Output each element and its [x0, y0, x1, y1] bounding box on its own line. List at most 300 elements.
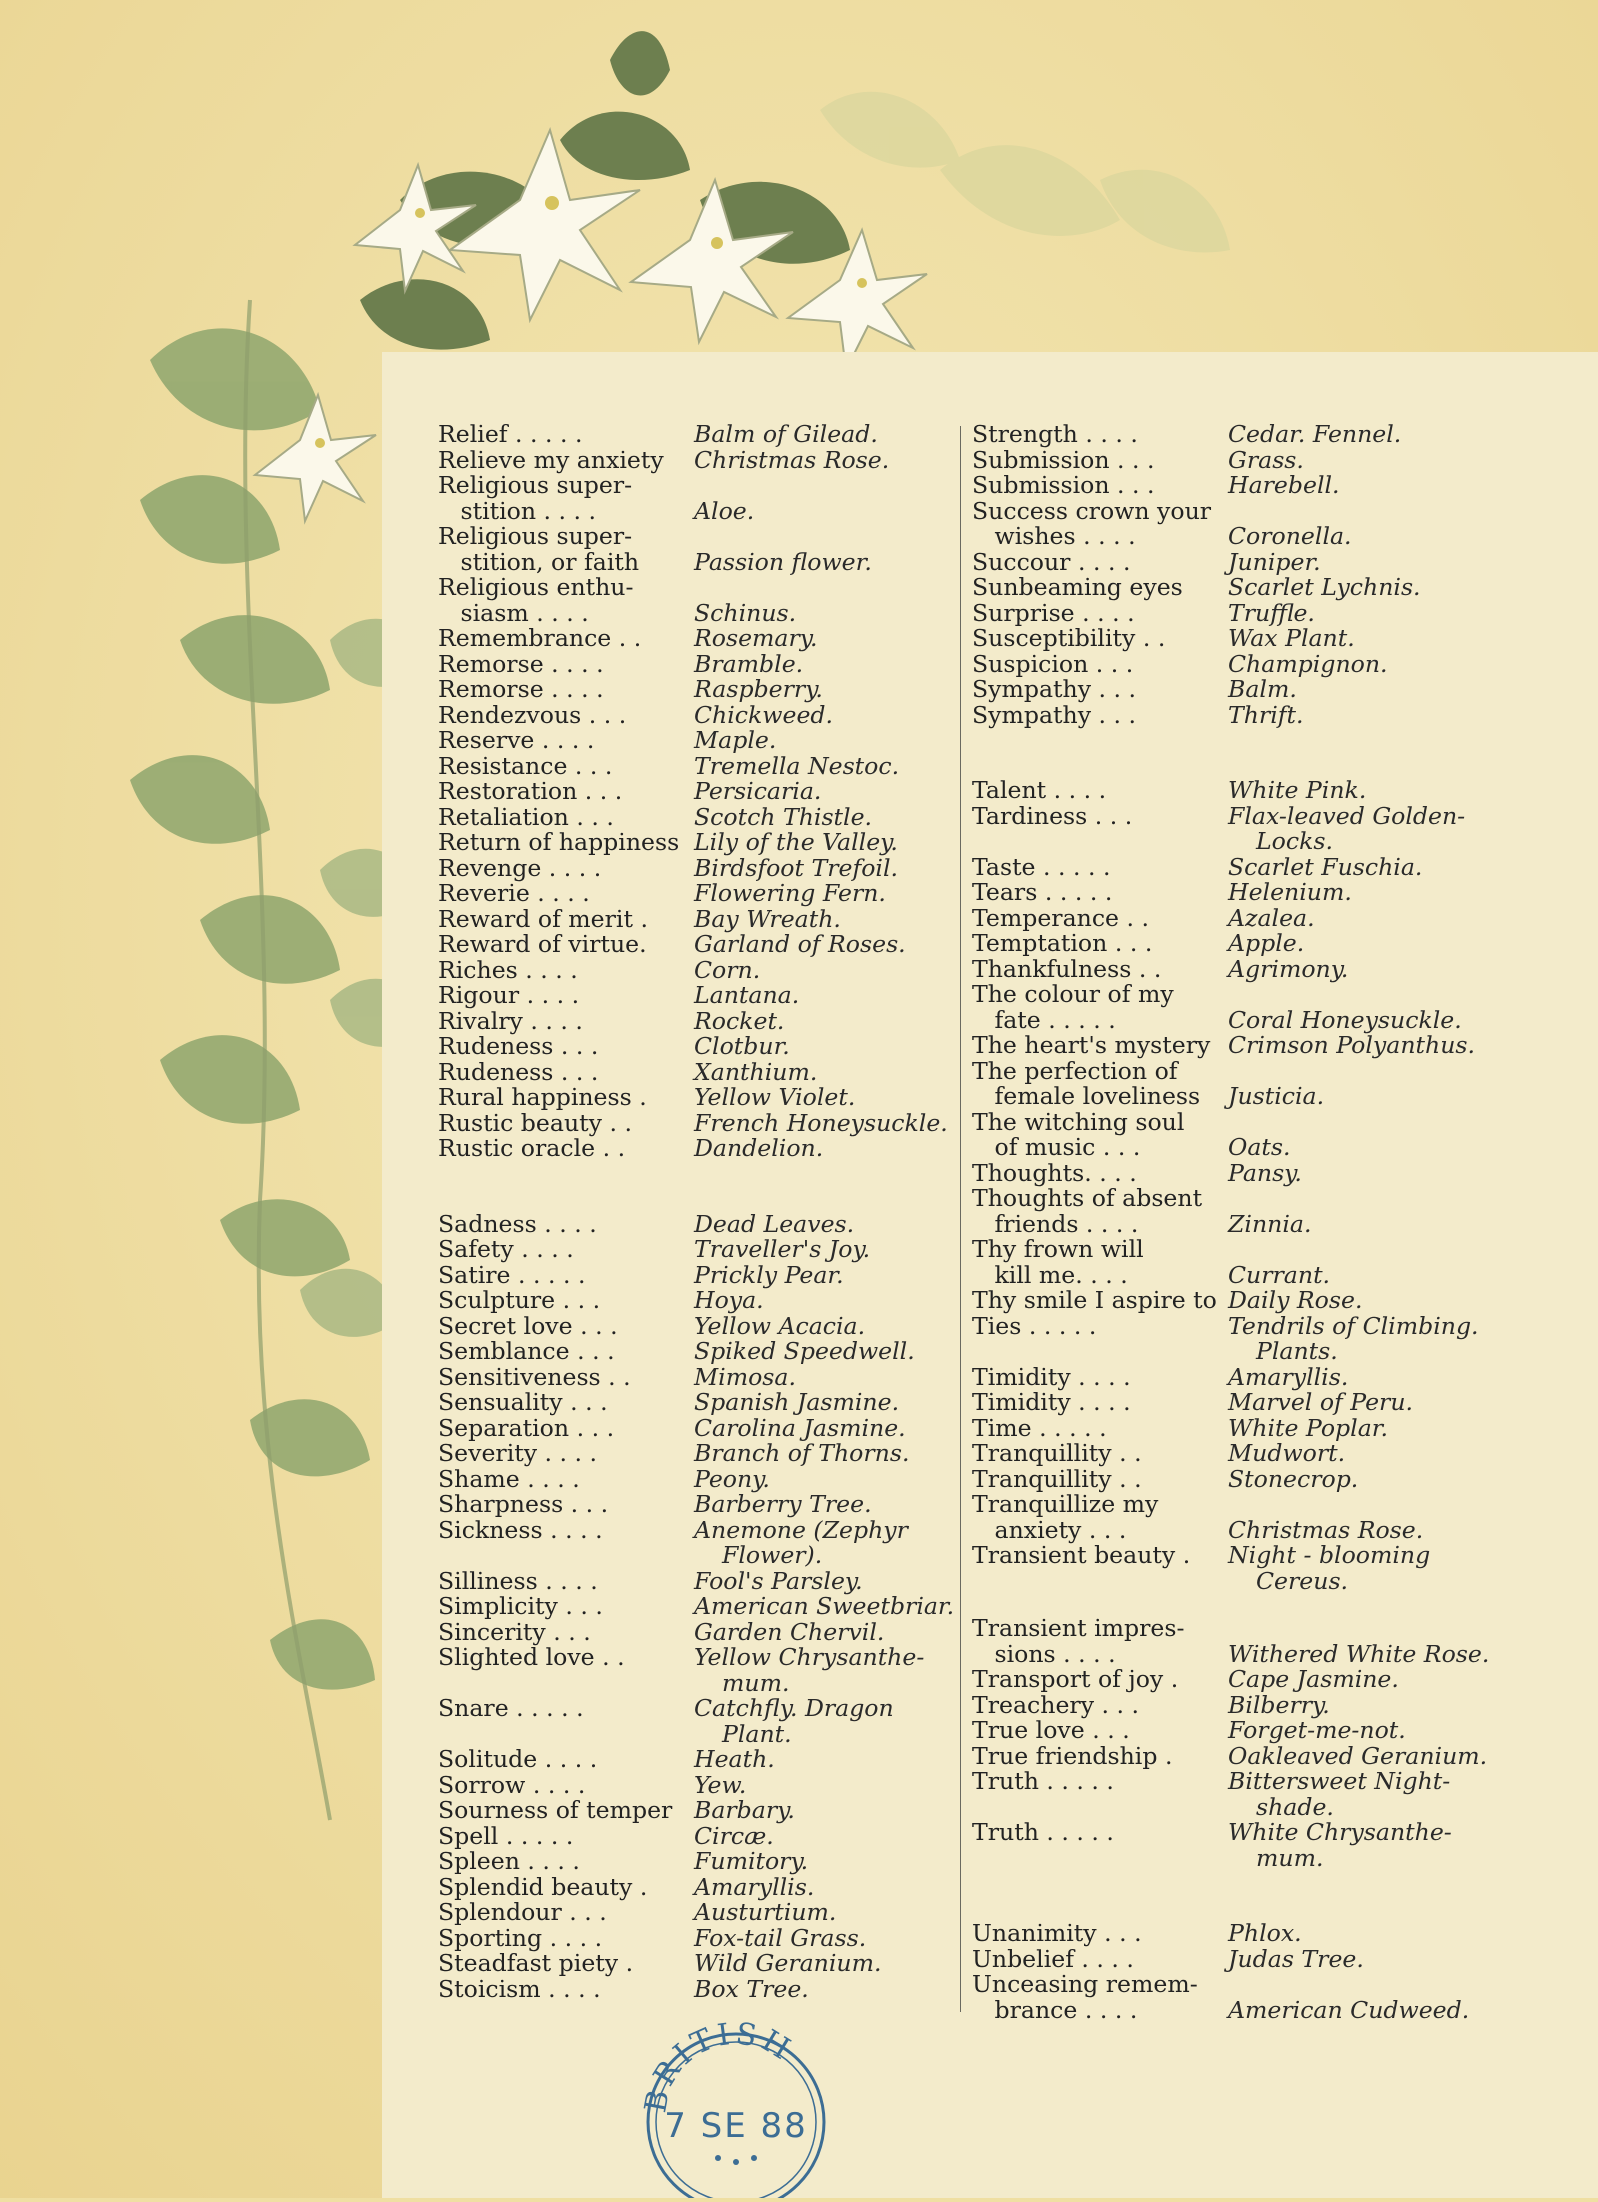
flower-meaning [1228, 852, 1492, 881]
list-item [438, 1413, 958, 1442]
flower-name: Stonecrop. [1228, 1464, 1359, 1493]
flower-name-continued: Locks. [1256, 827, 1333, 855]
sentiment-term: Separation . . . [438, 1413, 615, 1442]
sentiment-term: Timidity . . . . [972, 1362, 1131, 1391]
sentiment-term: Resistance . . . [438, 751, 613, 780]
flower-meaning [694, 1136, 958, 1162]
list-item [438, 1464, 958, 1493]
list-item [438, 1492, 958, 1518]
flower-meaning [694, 779, 958, 805]
flower-meaning [694, 1849, 958, 1875]
flower-meaning [1228, 1543, 1492, 1594]
sentiment-term: Rustic beauty . . [438, 1108, 632, 1137]
flower-name: Bittersweet Night- [1228, 1767, 1451, 1795]
sentiment-term: Tranquillize my anxiety . . . [972, 1490, 1159, 1544]
flower-name: Truffle. [1228, 598, 1315, 627]
sentiment-term: True love . . . [972, 1716, 1130, 1744]
flower-name: Dead Leaves. [694, 1209, 855, 1238]
flower-meaning [694, 728, 958, 754]
flower-meaning [1228, 1135, 1492, 1161]
column-divider [960, 426, 961, 2012]
flower-name: Chickweed. [694, 700, 834, 729]
flower-name: White Chrysanthe- [1228, 1818, 1452, 1846]
flower-name: Yellow Chrysanthe- [694, 1643, 925, 1671]
sentiment-term: Sorrow . . . . [438, 1770, 586, 1799]
flower-name: Wild Geranium. [694, 1949, 882, 1977]
sentiment-term: Sadness . . . . [438, 1209, 597, 1238]
list-item [972, 1718, 1492, 1744]
flower-name: Spiked Speedwell. [694, 1337, 915, 1365]
flower-meaning [1228, 1741, 1492, 1770]
sentiment-term: Thankfulness . . [972, 954, 1162, 983]
flower-meaning [1228, 677, 1492, 703]
list-item [972, 1311, 1492, 1365]
flower-name: American Sweetbriar. [694, 1592, 955, 1620]
list-item [438, 1594, 958, 1620]
flower-name-continued: Plants. [1256, 1337, 1338, 1365]
flower-name: Oats. [1228, 1133, 1291, 1161]
flower-meaning [1228, 1464, 1492, 1493]
flower-meaning [694, 881, 958, 907]
flower-name: Dandelion. [694, 1134, 824, 1162]
sentiment-term: Safety . . . . [438, 1235, 574, 1263]
list-item [438, 1085, 958, 1111]
flower-meaning [694, 422, 958, 448]
list-item [438, 1057, 958, 1086]
list-item [972, 778, 1492, 804]
flower-name: Garden Chervil. [694, 1617, 885, 1646]
list-item [438, 1798, 958, 1824]
flower-meaning [694, 1362, 958, 1391]
flower-name: Corn. [694, 955, 761, 984]
flower-name: Apple. [1228, 929, 1305, 957]
flower-name: Clotbur. [694, 1032, 790, 1060]
flower-name: Yellow Violet. [694, 1083, 856, 1111]
flower-name-continued: Cereus. [1256, 1566, 1349, 1595]
flower-meaning [1228, 1639, 1492, 1668]
list-item [972, 1107, 1492, 1161]
sentiment-term: Rural happiness . [438, 1083, 647, 1111]
flower-name: Daily Rose. [1228, 1286, 1363, 1314]
sentiment-term: Snare . . . . . [438, 1694, 584, 1722]
flower-meaning [694, 1464, 958, 1493]
sentiment-term: Transport of joy . [972, 1665, 1179, 1693]
flower-name: Tendrils of Climbing. [1228, 1311, 1479, 1340]
flower-meaning [1228, 1260, 1492, 1289]
sentiment-term: Sculpture . . . [438, 1286, 601, 1314]
flower-meaning [1228, 1690, 1492, 1719]
list-item [972, 1741, 1492, 1770]
sentiment-term: True friendship . [972, 1741, 1173, 1770]
section-gap [972, 1871, 1492, 1921]
sentiment-term: Stoicism . . . . [438, 1974, 601, 2003]
flower-name: Catchfly. Dragon [694, 1694, 894, 1722]
list-item [438, 524, 958, 575]
flower-name: White Pink. [1228, 776, 1367, 804]
flower-name: Scotch Thistle. [694, 802, 873, 831]
sentiment-term: The colour of my fate . . . . . [972, 980, 1174, 1034]
flower-meaning [694, 1311, 958, 1340]
list-item [438, 1006, 958, 1035]
flower-name: Withered White Rose. [1228, 1639, 1490, 1668]
flower-meaning [694, 1617, 958, 1646]
list-item [438, 1209, 958, 1238]
sentiment-term: Sourness of temper [438, 1796, 673, 1824]
list-item [972, 1690, 1492, 1719]
flower-name: Maple. [694, 726, 777, 754]
sentiment-term: Religious super- stition, or faith [438, 522, 640, 576]
sentiment-term: Slighted love . . [438, 1643, 625, 1671]
flower-name: Bramble. [694, 649, 804, 678]
sentiment-term: Treachery . . . [972, 1690, 1140, 1719]
flower-meaning [1228, 1362, 1492, 1391]
flower-name: Coronella. [1228, 522, 1352, 550]
list-item [438, 1339, 958, 1365]
list-item [972, 575, 1492, 601]
list-item [972, 700, 1492, 729]
flower-meaning [1228, 473, 1492, 499]
list-item [438, 1288, 958, 1314]
sentiment-term: Temperance . . [972, 903, 1150, 932]
flower-meaning [1228, 547, 1492, 576]
flower-name: Austurtium. [694, 1898, 837, 1926]
list-item [972, 982, 1492, 1033]
list-item [972, 496, 1492, 550]
list-item [972, 1158, 1492, 1187]
flower-name: Crimson Polyanthus. [1228, 1031, 1475, 1059]
flower-meaning [694, 1747, 958, 1773]
flower-name: Wax Plant. [1228, 624, 1355, 652]
sentiment-term: Rudeness . . . [438, 1057, 599, 1086]
flower-name: Persicaria. [694, 777, 822, 805]
list-item [438, 1900, 958, 1926]
sentiment-term: Satire . . . . . [438, 1260, 586, 1289]
flower-meaning [694, 700, 958, 729]
flower-name: Christmas Rose. [694, 445, 890, 474]
sentiment-term: Sympathy . . . [972, 675, 1137, 703]
flower-name-continued: Flower). [722, 1541, 823, 1569]
list-item [972, 1441, 1492, 1467]
flower-meaning [694, 1209, 958, 1238]
flower-name: Peony. [694, 1464, 770, 1493]
sentiment-term: Temptation . . . [972, 929, 1153, 957]
list-item [438, 1136, 958, 1162]
flower-name-continued: Plant. [722, 1719, 792, 1748]
sentiment-term: Simplicity . . . [438, 1592, 603, 1620]
flower-meaning [1228, 1820, 1492, 1871]
flower-name: Balm. [1228, 675, 1297, 703]
sentiment-term: Suspicion . . . [972, 649, 1134, 678]
list-item [438, 983, 958, 1009]
list-item [972, 1362, 1492, 1391]
sentiment-term: Sympathy . . . [972, 700, 1137, 729]
sentiment-term: Thy frown will kill me. . . . [972, 1235, 1144, 1289]
list-item [972, 1413, 1492, 1442]
list-item [972, 473, 1492, 499]
sentiment-term: Relieve my anxiety [438, 445, 664, 474]
list-item [438, 1974, 958, 2003]
flower-meaning [1228, 1390, 1492, 1416]
sentiment-term: Silliness . . . . [438, 1566, 598, 1595]
flower-name: Spanish Jasmine. [694, 1388, 900, 1416]
flower-meaning [694, 547, 958, 576]
list-item [438, 955, 958, 984]
flower-meaning [694, 1770, 958, 1799]
flower-meaning [694, 1923, 958, 1952]
flower-name: Agrimony. [1228, 954, 1349, 983]
flower-name: Rocket. [694, 1006, 785, 1035]
list-item [438, 904, 958, 933]
list-item [972, 649, 1492, 678]
sentiment-term: Secret love . . . [438, 1311, 618, 1340]
flower-meaning [1228, 422, 1492, 448]
flower-meaning [1228, 1515, 1492, 1544]
sentiment-term: Susceptibility . . [972, 624, 1166, 652]
sentiment-term: Submission . . . [972, 471, 1155, 499]
list-item [438, 1747, 958, 1773]
flower-meaning [694, 1108, 958, 1137]
flower-name: Bilberry. [1228, 1690, 1330, 1719]
flower-name: Justicia. [1228, 1082, 1325, 1110]
flower-name-continued: mum. [722, 1668, 790, 1697]
sentiment-term: Tears . . . . . [972, 878, 1113, 906]
list-item [438, 853, 958, 882]
stamp-date: 7 SE 88 [664, 2106, 808, 2146]
sentiment-term: Unanimity . . . [972, 1919, 1142, 1947]
flower-meaning [1228, 649, 1492, 678]
list-item [438, 1951, 958, 1977]
flower-meaning [694, 1057, 958, 1086]
sentiment-term: Succour . . . . [972, 547, 1131, 576]
flower-name: Garland of Roses. [694, 930, 906, 958]
list-item [972, 1543, 1492, 1594]
sentiment-term: Taste . . . . . [972, 852, 1111, 881]
flower-name: Helenium. [1228, 878, 1352, 906]
sentiment-term: Rivalry . . . . [438, 1006, 583, 1035]
list-item [438, 1770, 958, 1799]
list-item [972, 903, 1492, 932]
flower-meaning [1228, 1769, 1492, 1820]
flower-name: Scarlet Lychnis. [1228, 573, 1421, 601]
sentiment-term: Rudeness . . . [438, 1032, 599, 1060]
flower-meaning [1228, 524, 1492, 550]
flower-name: Thrift. [1228, 700, 1304, 729]
sentiment-term: Reserve . . . . [438, 726, 595, 754]
list-item [972, 1186, 1492, 1237]
list-item [972, 598, 1492, 627]
flower-meaning [1228, 700, 1492, 729]
flower-meaning [694, 677, 958, 703]
sentiment-term: Thy smile I aspire to [972, 1286, 1217, 1314]
flower-meaning [1228, 1033, 1492, 1059]
sentiment-term: Splendid beauty . [438, 1872, 648, 1901]
flower-meaning [1228, 445, 1492, 474]
flower-name: Marvel of Peru. [1228, 1388, 1414, 1416]
flower-name: Schinus. [694, 598, 797, 627]
flower-meaning [694, 1821, 958, 1850]
sentiment-term: The heart's mystery [972, 1031, 1211, 1059]
list-item [972, 1390, 1492, 1416]
list-item [438, 1237, 958, 1263]
flower-name: Fox-tail Grass. [694, 1923, 867, 1952]
flower-name: Pansy. [1228, 1158, 1302, 1187]
flower-name: Prickly Pear. [694, 1260, 844, 1289]
sentiment-term: The witching soul of music . . . [972, 1107, 1185, 1161]
sentiment-term: Tardiness . . . [972, 801, 1133, 830]
flower-name: American Cudweed. [1228, 1995, 1470, 2024]
sentiment-term: Tranquillity . . [972, 1439, 1142, 1467]
flower-meaning [1228, 1158, 1492, 1187]
flower-meaning [694, 1974, 958, 2003]
list-item [438, 1108, 958, 1137]
sentiment-term: Revenge . . . . [438, 853, 602, 882]
flower-meaning [1228, 1921, 1492, 1947]
flower-meaning [1228, 626, 1492, 652]
sentiment-term: Rustic oracle . . [438, 1134, 626, 1162]
list-item [972, 1944, 1492, 1973]
flower-name: Heath. [694, 1745, 775, 1773]
flower-meaning [1228, 1288, 1492, 1314]
flower-meaning [1228, 903, 1492, 932]
flower-name: Flax-leaved Golden- [1228, 801, 1466, 830]
flower-meaning [1228, 1311, 1492, 1365]
flower-name: Raspberry. [694, 675, 823, 703]
list-item [438, 575, 958, 626]
sentiment-term: Submission . . . [972, 445, 1155, 474]
flower-name: Yew. [694, 1770, 747, 1799]
flower-name: Xanthium. [694, 1057, 818, 1086]
sentiment-term: Steadfast piety . [438, 1949, 634, 1977]
list-item [972, 1921, 1492, 1947]
sentiment-term: Sensitiveness . . [438, 1362, 631, 1391]
flower-meaning [1228, 575, 1492, 601]
flower-meaning [1228, 1718, 1492, 1744]
list-item [972, 677, 1492, 703]
list-item [438, 677, 958, 703]
sentiment-term: Talent . . . . [972, 776, 1107, 804]
list-item [972, 1492, 1492, 1543]
flower-name: Bay Wreath. [694, 904, 841, 933]
flower-name: Cedar. Fennel. [1228, 420, 1402, 448]
flower-meaning [1228, 1084, 1492, 1110]
flower-name: Fool's Parsley. [694, 1566, 863, 1595]
flower-name: Passion flower. [694, 547, 872, 576]
list-item [438, 802, 958, 831]
flower-meaning [694, 1566, 958, 1595]
flower-meaning [694, 853, 958, 882]
sentiment-term: Retaliation . . . [438, 802, 614, 831]
flower-name: Juniper. [1228, 547, 1321, 576]
list-item [438, 728, 958, 754]
section-gap [972, 728, 1492, 778]
list-item [972, 1667, 1492, 1693]
flower-name: French Honeysuckle. [694, 1108, 948, 1137]
flower-meaning [1228, 1005, 1492, 1034]
flower-name: Amaryllis. [694, 1872, 815, 1901]
sentiment-term: Severity . . . . [438, 1439, 598, 1467]
list-item [972, 852, 1492, 881]
flower-meaning [694, 1085, 958, 1111]
flower-meaning [1228, 880, 1492, 906]
flower-meaning [1228, 954, 1492, 983]
flower-name: Scarlet Fuschia. [1228, 852, 1423, 881]
sentiment-term: Thoughts of absent friends . . . . [972, 1184, 1203, 1238]
sentiment-term: Remorse . . . . [438, 675, 604, 703]
flower-name: Tremella Nestoc. [694, 751, 900, 780]
list-item [438, 1390, 958, 1416]
flower-name: Traveller's Joy. [694, 1235, 871, 1263]
sentiment-term: Religious super- stition . . . . [438, 471, 633, 525]
flower-name: Mudwort. [1228, 1439, 1346, 1467]
flower-meaning [1228, 1209, 1492, 1238]
sentiment-term: Splendour . . . [438, 1898, 607, 1926]
list-item [438, 1645, 958, 1696]
flower-meaning [694, 1034, 958, 1060]
flower-meaning [1228, 931, 1492, 957]
list-item [438, 649, 958, 678]
list-item [972, 445, 1492, 474]
sentiment-term: Time . . . . . [972, 1413, 1107, 1442]
list-item [438, 1515, 958, 1569]
flower-name: Box Tree. [694, 1974, 809, 2003]
sentiment-term: Transient beauty . [972, 1541, 1191, 1569]
list-item [972, 880, 1492, 906]
list-item [438, 1034, 958, 1060]
section-gap [972, 1594, 1492, 1616]
flower-name: White Poplar. [1228, 1413, 1388, 1442]
list-item [438, 1923, 958, 1952]
list-item [438, 1872, 958, 1901]
flower-name: Flowering Fern. [694, 879, 886, 907]
flower-meaning [694, 598, 958, 627]
flower-name: Lily of the Valley. [694, 828, 898, 856]
list-item [438, 422, 958, 448]
list-item [972, 1056, 1492, 1110]
list-item [438, 830, 958, 856]
left-column [438, 422, 958, 2002]
list-item [972, 1464, 1492, 1493]
flower-meaning [694, 932, 958, 958]
flower-name: Currant. [1228, 1260, 1331, 1289]
sentiment-term: Sporting . . . . [438, 1923, 603, 1952]
flower-name: Harebell. [1228, 471, 1340, 499]
flower-name: Branch of Thorns. [694, 1439, 910, 1467]
flower-name: Mimosa. [694, 1362, 796, 1391]
sentiment-term: Reward of virtue. [438, 930, 647, 958]
flower-name: Christmas Rose. [1228, 1515, 1424, 1544]
list-item [972, 1616, 1492, 1667]
list-item [438, 751, 958, 780]
flower-meaning [694, 1237, 958, 1263]
sentiment-term: Sharpness . . . [438, 1490, 609, 1518]
list-item [438, 1696, 958, 1747]
flower-name: Night - blooming [1228, 1541, 1431, 1569]
flower-meaning [694, 1900, 958, 1926]
flower-name: Fumitory. [694, 1847, 809, 1875]
list-item [438, 626, 958, 652]
flower-meaning [694, 1645, 958, 1696]
flower-meaning [694, 1288, 958, 1314]
sentiment-term: Rendezvous . . . [438, 700, 627, 729]
list-item [438, 445, 958, 474]
sentiment-term: Sincerity . . . [438, 1617, 591, 1646]
list-item [438, 1311, 958, 1340]
svg-text:BRITISH: BRITISH [638, 2022, 800, 2116]
sentiment-term: Reward of merit . [438, 904, 648, 933]
flower-meaning [694, 649, 958, 678]
flower-name: Phlox. [1228, 1919, 1302, 1947]
sentiment-term: Reverie . . . . [438, 879, 590, 907]
